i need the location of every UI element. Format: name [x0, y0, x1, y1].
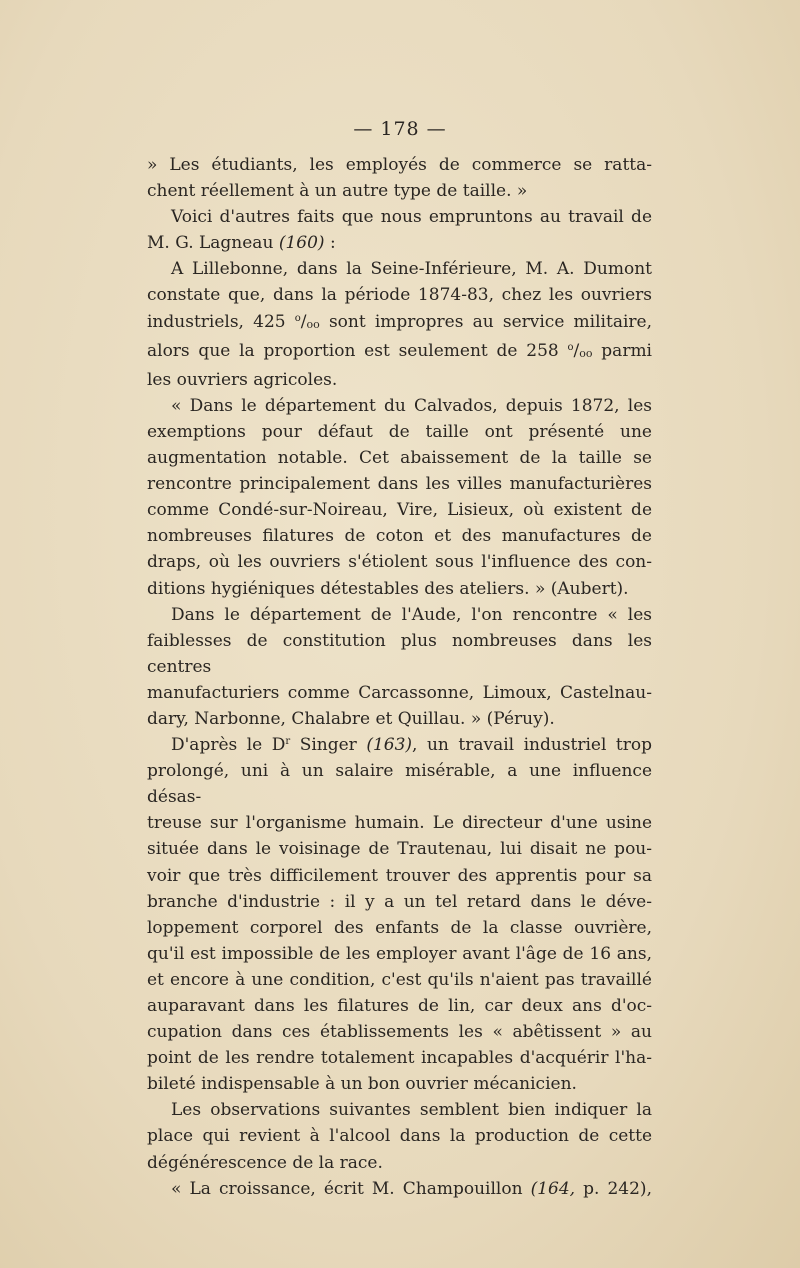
per-mille-slash: / — [573, 340, 580, 361]
text-line: Voici d'autres faits que nous empruntons au travail de — [171, 207, 652, 228]
text-line: auparavant dans les filatures de lin, car deux ans d'oc- — [147, 996, 652, 1016]
per-mille-slash: / — [300, 311, 307, 332]
text-line — [147, 230, 652, 256]
citation-ref: (163) — [366, 735, 413, 756]
text-line: rencontre principalement dans les villes manufacturières — [147, 474, 652, 495]
text-line: bileté indispensable à un bon ouvrier mécanicien. — [147, 1074, 577, 1095]
text-line: point de les rendre totalement incapables d'acquérir l'ha- — [147, 1048, 652, 1069]
text-segment: , un travail industriel trop — [412, 735, 653, 756]
text-line: ditions hygiéniques détestables des ateliers. » (Aubert). — [147, 578, 629, 599]
text-line: voir que très difficilement trouver des apprentis pour sa — [147, 865, 652, 886]
citation-ref: (160) — [278, 233, 325, 254]
text-segment: « La croissance, écrit M. Champouillon — [171, 1178, 523, 1199]
text-line: qu'il est impossible de les employer avant l'âge de 16 ans, — [147, 943, 652, 964]
per-mille-sign — [568, 341, 593, 361]
text-line: draps, où les ouvriers s'étiolent sous l'influence des con- — [147, 552, 652, 573]
text-segment: parmi — [601, 340, 652, 361]
doctor-abbrev: $D^r$ — [271, 735, 291, 756]
per-mille-top: o — [567, 341, 574, 353]
text-line: située dans le voisinage de Trautenau, lui disait ne pou- — [147, 839, 652, 860]
text-line: dégénérescence de la race. — [147, 1152, 383, 1173]
text-line: comme Condé-sur-Noireau, Vire, Lisieux, où existent de — [147, 500, 652, 521]
text-line — [147, 338, 652, 367]
text-line — [147, 732, 652, 758]
text-line: treuse sur l'organisme humain. Le directeur d'une usine — [147, 813, 652, 834]
page-number: — 178 — — [353, 118, 447, 140]
text-line: » Les étudiants, les employés de commerce se ratta- — [147, 155, 652, 175]
text-line: constate que, dans la période 1874-83, chez les ouvriers — [147, 285, 652, 306]
text-line: nombreuses filatures de coton et des manufactures de — [147, 526, 652, 547]
per-mille-top: o — [294, 312, 301, 324]
text-line: manufacturiers comme Carcassonne, Limoux, Castelnau- — [147, 682, 652, 703]
text-line — [147, 309, 652, 338]
text-line: prolongé, uni à un salaire misérable, a une influence désas- — [147, 761, 652, 808]
text-line: loppement corporel des enfants de la classe ouvrière, — [147, 917, 652, 938]
text-line: cupation dans ces établissements les « abêtissent » au — [147, 1022, 652, 1043]
text-line: Dans le département de l'Aude, l'on rencontre « les — [171, 604, 652, 625]
text-segment: industriels, 425 — [147, 311, 286, 332]
text-line: branche d'industrie : il y a un tel retard dans le déve- — [147, 891, 652, 912]
text-line: Les observations suivantes semblent bien indiquer la — [171, 1100, 652, 1121]
text-line: chent réellement à un autre type de taille. » — [147, 181, 528, 202]
text-line: augmentation notable. Cet abaissement de la taille se — [147, 448, 652, 469]
text-segment: Singer — [299, 735, 357, 756]
text-segment: alors que la proportion est seulement de 258 — [147, 340, 559, 361]
text-segment: sont impropres au service militaire, — [328, 311, 652, 332]
text-line: et encore à une condition, c'est qu'ils n'aient pas travaillé — [147, 969, 652, 990]
text-line — [147, 1176, 652, 1202]
text-line: A Lillebonne, dans la Seine-Inférieure, M. A. Dumont — [171, 259, 652, 280]
text-line: « Dans le département du Calvados, depuis 1872, les — [171, 395, 652, 416]
per-mille-sign — [295, 312, 320, 332]
text-line: dary, Narbonne, Chalabre et Quillau. » (Péruy). — [147, 708, 555, 729]
text-segment: p. 242), — [583, 1178, 652, 1199]
text-line: place qui revient à l'alcool dans la production de cette — [147, 1126, 652, 1147]
text-line: les ouvriers agricoles. — [147, 369, 338, 390]
text-segment: M. G. Lagneau — [147, 233, 274, 254]
text-line: faiblesses de constitution plus nombreuses dans les centres — [147, 630, 652, 677]
body-text — [147, 152, 652, 1202]
citation-ref: (164, — [530, 1178, 576, 1199]
text-segment: : — [329, 233, 336, 254]
text-line: exemptions pour défaut de taille ont présenté une — [147, 421, 652, 442]
per-mille-bottom: oo — [579, 346, 593, 360]
text-segment: D'après le — [171, 735, 263, 756]
per-mille-bottom: oo — [306, 317, 320, 331]
